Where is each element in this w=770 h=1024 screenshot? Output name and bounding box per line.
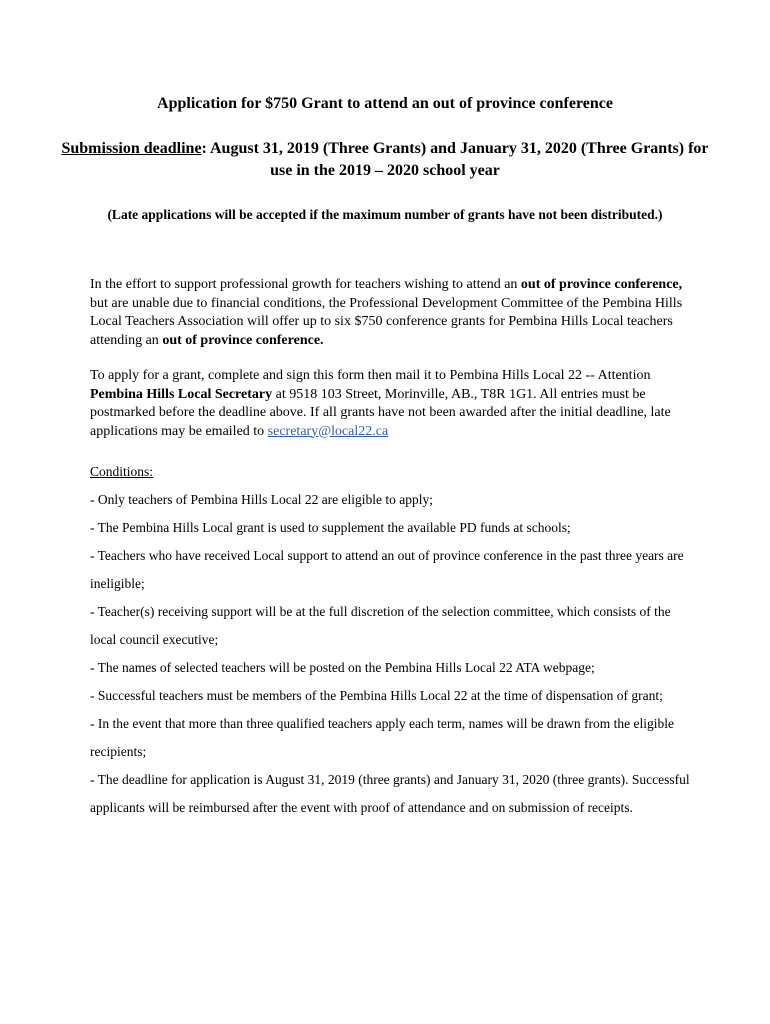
intro-paragraph	[90, 276, 690, 350]
intro-bold-1: out of province conference,	[520, 277, 683, 292]
intro-bold-2: out of province conference.	[162, 332, 324, 348]
secretary-email-link[interactable]: secretary@local22.ca	[267, 423, 389, 439]
condition-item: - Teacher(s) receiving support will be at the full discretion of the selection committee, which consists of the local council executive;	[90, 604, 671, 647]
late-applications-note: (Late applications will be accepted if the maximum number of grants have not been distributed.)	[107, 207, 663, 222]
condition-item: - The deadline for application is August 31, 2019 (three grants) and January 31, 2020 (three grants). Successful applicants will be reimbursed after the event with proof of attendance and on submission of receipts.	[90, 772, 690, 815]
conditions-section	[90, 458, 690, 822]
deadline-text: : August 31, 2019 (Three Grants) and January 31, 2020 (Three Grants) for use in the 2019 – 2020 school year	[201, 140, 709, 179]
deadline-label: Submission deadline	[61, 140, 202, 157]
condition-item: - In the event that more than three qualified teachers apply each term, names will be drawn from the eligible recipients;	[90, 716, 675, 759]
condition-item: - Teachers who have received Local support to attend an out of province conference in the past three years are ineligible;	[90, 548, 684, 591]
apply-bold-secretary: Pembina Hills Local Secretary	[90, 386, 273, 402]
intro-text-1: In the effort to support professional growth for teachers wishing to attend an	[90, 277, 521, 292]
apply-text-1: To apply for a grant, complete and sign this form then mail it to Pembina Hills Local 22 -- Attention	[90, 368, 651, 383]
condition-item: - The names of selected teachers will be posted on the Pembina Hills Local 22 ATA webpage;	[90, 660, 595, 675]
intro-text-2: but are unable due to financial conditions, the Professional Development Committee of the Pembina Hills Local Teachers Association will offer up to six $750 conference grants for Pembina Hills Local teachers attending an	[90, 295, 683, 348]
apply-paragraph	[90, 367, 690, 441]
submission-deadline	[60, 138, 710, 182]
condition-item: - The Pembina Hills Local grant is used to supplement the available PD funds at schools;	[90, 520, 571, 535]
condition-item: - Only teachers of Pembina Hills Local 22 are eligible to apply;	[90, 492, 434, 507]
apply-text-2: at 9518 103 Street, Morinville, AB., T8R 1G1. All entries must be postmarked before the deadline above. If all grants have not been awarded after the initial deadline, late applications may be emailed to	[90, 386, 671, 439]
condition-item: - Successful teachers must be members of the Pembina Hills Local 22 at the time of dispensation of grant;	[90, 688, 663, 703]
document-title: Application for $750 Grant to attend an out of province conference	[157, 95, 613, 112]
conditions-heading: Conditions:	[90, 464, 154, 479]
